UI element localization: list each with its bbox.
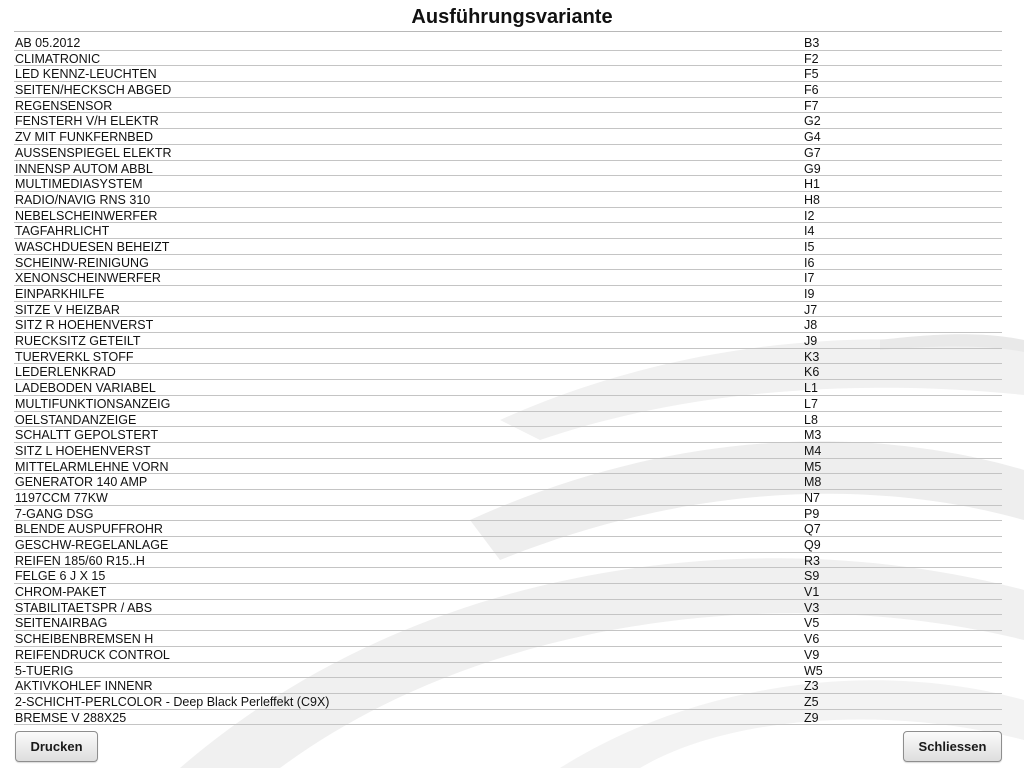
option-label: NEBELSCHEINWERFER [15,208,158,223]
option-code: V5 [804,616,820,631]
list-item [14,286,1002,302]
option-label: CLIMATRONIC [15,51,101,66]
list-item [14,380,1002,396]
list-item [14,364,1002,380]
list-item [14,615,1002,631]
option-code: V1 [804,585,820,600]
option-code: G7 [804,145,821,160]
option-label: SEITEN/HECKSCH ABGED [15,83,172,98]
option-label: MITTELARMLEHNE VORN [15,459,169,474]
list-item [14,349,1002,365]
list-item [14,710,1002,726]
list-item [14,568,1002,584]
list-item [14,647,1002,663]
list-item [14,521,1002,537]
close-button[interactable]: Schliessen [903,731,1002,762]
option-code: F7 [804,98,819,113]
option-code: I2 [804,208,815,223]
option-code: F2 [804,51,819,66]
option-label: GESCHW-REGELANLAGE [15,538,169,552]
option-code: F6 [804,83,819,98]
option-code: H8 [804,192,820,207]
option-code: G9 [804,161,821,176]
option-label: SEITENAIRBAG [15,616,108,631]
option-label: EINPARKHILFE [15,287,105,301]
list-item [14,302,1002,318]
option-code: B3 [804,36,820,50]
option-code: N7 [804,490,820,505]
option-label: AB 05.2012 [15,36,81,50]
option-code: I7 [804,271,815,286]
list-item [14,600,1002,616]
option-label: 2-SCHICHT-PERLCOLOR - Deep Black Perleffekt (C9X) [15,694,330,709]
list-item [14,317,1002,333]
option-label: INNENSP AUTOM ABBL [15,161,153,176]
option-label: MULTIMEDIASYSTEM [15,177,143,192]
option-code: Q7 [804,522,821,537]
list-item [14,223,1002,239]
list-item [14,35,1002,51]
option-label: AUSSENSPIEGEL ELEKTR [15,145,172,160]
option-label: FENSTERH V/H ELEKTR [15,114,159,129]
list-item [14,427,1002,443]
option-code: K6 [804,365,820,380]
option-label: SCHEIBENBREMSEN H [15,632,154,647]
option-code: Z3 [804,679,819,694]
option-code: M4 [804,443,822,458]
option-code: F5 [804,67,819,82]
list-item [14,678,1002,694]
option-code: R3 [804,553,820,568]
option-code: J8 [804,318,818,333]
list-item [14,51,1002,67]
option-label: 5-TUERIG [15,663,74,678]
list-item [14,474,1002,490]
option-label: FELGE 6 J X 15 [15,569,106,584]
option-code: W5 [804,663,823,678]
option-code: V9 [804,647,820,662]
option-label: LED KENNZ-LEUCHTEN [15,67,157,82]
title-divider [14,31,1002,32]
list-item [14,192,1002,208]
option-label: BREMSE V 288X25 [15,710,127,725]
list-item [14,145,1002,161]
list-item [14,161,1002,177]
option-label: SITZ L HOEHENVERST [15,443,151,458]
list-item [14,631,1002,647]
option-code: G4 [804,130,821,145]
list-item [14,537,1002,553]
option-code: M3 [804,428,822,443]
option-code: I5 [804,239,815,254]
option-code: M8 [804,475,822,490]
page-title: Ausführungsvariante [411,6,613,28]
option-label: MULTIFUNKTIONSANZEIG [15,396,171,411]
list-item [14,66,1002,82]
list-item [14,506,1002,522]
option-label: XENONSCHEINWERFER [15,271,161,286]
option-label: WASCHDUESEN BEHEIZT [15,239,170,254]
option-code: G2 [804,114,821,129]
option-code: J7 [804,302,818,317]
option-label: RUECKSITZ GETEILT [15,334,141,349]
list-item [14,694,1002,710]
option-code: Z5 [804,694,819,709]
option-label: TAGFAHRLICHT [15,224,110,239]
list-item [14,208,1002,224]
list-item [14,333,1002,349]
list-item [14,239,1002,255]
option-code: I6 [804,255,815,270]
option-code: L7 [804,396,818,411]
list-item [14,270,1002,286]
option-label: OELSTANDANZEIGE [15,412,137,427]
option-code: M5 [804,459,822,474]
option-label: SITZE V HEIZBAR [15,302,120,317]
option-code: I9 [804,287,815,301]
list-item [14,113,1002,129]
list-item [14,255,1002,271]
list-item [14,129,1002,145]
option-label: REIFEN 185/60 R15..H [15,553,145,568]
option-label: LADEBODEN VARIABEL [15,381,156,396]
option-label: 7-GANG DSG [15,506,94,521]
option-label: GENERATOR 140 AMP [15,475,148,490]
list-item [14,663,1002,679]
list-item [14,82,1002,98]
option-code: J9 [804,334,818,349]
option-code: V6 [804,632,820,647]
list-item [14,396,1002,412]
list-item [14,443,1002,459]
list-item [14,98,1002,114]
list-item [14,490,1002,506]
list-item [14,176,1002,192]
option-code: Z9 [804,710,819,725]
option-code: V3 [804,600,820,615]
option-label: CHROM-PAKET [15,585,107,600]
option-label: SITZ R HOEHENVERST [15,318,154,333]
option-code: S9 [804,569,820,584]
option-code: Q9 [804,538,821,552]
option-code: I4 [804,224,815,239]
option-label: AKTIVKOHLEF INNENR [15,679,153,694]
option-label: TUERVERKL STOFF [15,349,134,364]
option-label: STABILITAETSPR / ABS [15,600,153,615]
option-list [14,35,1002,725]
option-label: LEDERLENKRAD [15,365,116,380]
option-code: L1 [804,381,818,396]
option-label: ZV MIT FUNKFERNBED [15,130,153,145]
option-code: K3 [804,349,820,364]
option-label: RADIO/NAVIG RNS 310 [15,192,151,207]
option-code: L8 [804,412,818,427]
option-label: REIFENDRUCK CONTROL [15,647,170,662]
list-item [14,412,1002,428]
option-code: H1 [804,177,820,192]
option-label: 1197CCM 77KW [15,490,108,505]
print-button[interactable]: Drucken [15,731,98,762]
list-item [14,459,1002,475]
option-label: BLENDE AUSPUFFROHR [15,522,163,537]
option-label: REGENSENSOR [15,98,113,113]
list-item [14,584,1002,600]
option-label: SCHALTT GEPOLSTERT [15,428,159,443]
option-code: P9 [804,506,820,521]
option-label: SCHEINW-REINIGUNG [15,255,149,270]
list-item [14,553,1002,569]
